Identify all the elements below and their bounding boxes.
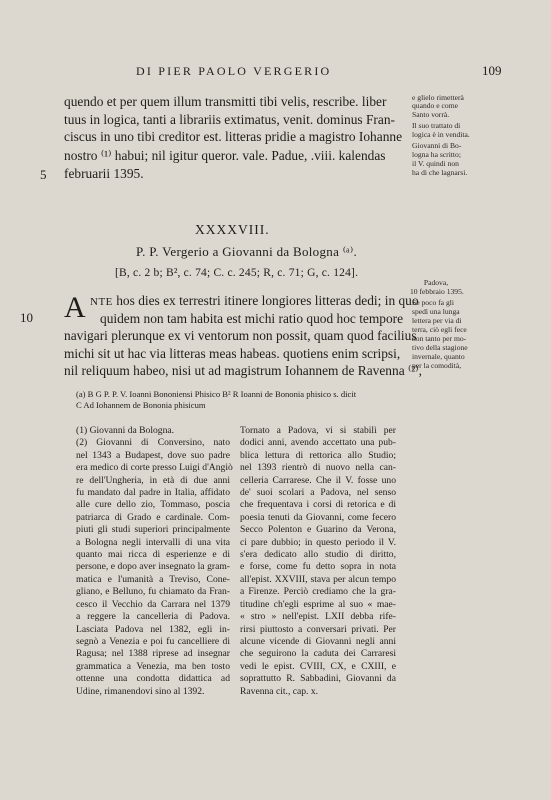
footnote-line: ci pare dubbio; in questo periodo il V. [240,536,396,548]
side-note-line: tivo della stagione [412,343,468,352]
footnote-line: cesco il Vecchio da Carrara nel 1379 [76,598,230,610]
side-note-line: Se poco fa gli [412,298,454,307]
text-line [90,293,419,310]
side-note-line: logna ha scritto; [412,150,461,159]
side-note-line: Giovanni di Bo- [412,141,462,150]
footnote-line: piuti gli studi superiori principalmente [76,524,230,536]
footnote-line: a reggere la cancelleria di Padova. [76,611,230,623]
text-line: februarii 1395. [64,166,144,181]
side-note-line: ha di che lagnarsi. [412,168,468,177]
side-note-line: non tanto per mo- [412,334,467,343]
apparatus-line: C Ad Iohannem de Bononia phisicum [76,400,206,410]
apparatus-line: (a) B G P. P. V. Ioanni Bononiensi Phisico B² R Ioanni de Bononia phisico s. dicit [76,389,357,399]
side-note-line: invernale, quanto [412,352,465,361]
footnotes-left-column [76,425,233,698]
footnote-line: matica e l'umanità a Treviso, Cone- [76,573,230,585]
footnote-line: che seguirono la caduta dei Carraresi [240,648,396,660]
side-note-line: spedì una lunga [412,307,460,316]
footnote-line: ottenne una condotta didattica ad [76,673,230,685]
text-line: ciscus in uno tibi creditor est. litteras pridie a magistro Iohanne [64,129,403,144]
footnote-line: e forse, come fu detto sopra in nota [240,561,396,573]
side-note-date: 10 febbraio 1395. [410,287,464,296]
footnote-line: Ragusa; nel 1388 riprese ad insegnar [76,648,230,660]
footnote-line: soprattutto R. Sabbadini, Giovanni da [240,673,396,685]
footnote-line: che frequentava i corsi di retorica e di [240,499,396,511]
footnotes-right-column [240,425,396,698]
side-note-line: terra, ciò egli fece [412,325,467,334]
manuscript-sigla: [B, c. 2 b; B², c. 74; C. c. 245; R, c. 71; G, c. 124]. [115,267,359,279]
footnote-line: (2) Giovanni di Conversino, nato [76,437,230,449]
footnote-line: a Firenze. Perciò crediamo che la gra- [240,586,396,598]
text-line: quidem non tam habita est michi ratio quod hoc tempore [100,311,404,326]
text-line: tuus in logica, tanti a librariis extimatus, venit. dominus Fran- [64,112,395,127]
footnote-line: s'era dedicato allo studio di diritto, [240,549,396,561]
footnote-line: gliano, e Belluno, fu chiamato da Fran- [76,586,230,598]
footnote-line: alcune vicende di Giovanni negli anni [240,635,396,647]
footnote-line: fu mandato dal padre in Italia, affidato [76,487,230,499]
footnote-line: Secco Polenton e Guarino da Verona, [240,524,396,536]
footnote-line: Ravenna cit., cap. x. [240,685,319,697]
footnote-line: era medico di corte presso Luigi d'Angiò [76,462,233,474]
footnote-line: alle cure dello zio, Tommaso, poscia [76,499,230,511]
text-line-rest: hos dies ex terrestri itinere longiores litteras dedi; in quo [112,293,419,308]
side-note-place: Padova, [423,278,449,287]
footnote-line: nel 1343 a Budapest, dove suo padre [76,449,230,461]
footnote-line: dodici anni, avendo accettato una pub- [240,437,396,449]
footnote-line: persone, e dopo aver insegnato la gram- [76,561,230,573]
drop-cap: A [64,291,86,324]
side-note-line: il V. quindi non [412,159,459,168]
footnote-line: « stro » nell'epist. LXII debba rife- [240,611,396,623]
side-note-line: e glielo rimetterà [412,93,464,102]
side-note-line: logica è in vendita. [412,130,470,139]
text-line: navigari plerunque ex vi ventorum non possit, quam quod facilius [64,328,417,343]
footnote-line: a Bologna negli intervalli di una vita [76,536,230,548]
footnote-line: de' suoi scolari a Padova, nel senso [240,487,396,499]
footnote-line: (1) Giovanni da Bologna. [76,425,175,436]
footnote-line: blica lettura di rettorica allo Studio; [240,449,396,461]
footnote-line: Udine, rimanendovi sino al 1392. [76,685,205,697]
footnote-line: rirsi piuttosto a conversari privati. Per [240,623,396,635]
side-note-line: quando e come [412,101,458,110]
text-line: michi sit ut hac via litteras meas habeas. quotiens enim scripsi, [64,346,401,361]
text-line: quendo et per quem illum transmitti tibi velis, rescribe. liber [64,94,387,109]
footnote-line: quanto mai ricca di esperienze e di [76,549,230,561]
small-caps-word: NTE [90,296,113,308]
line-number: 5 [40,167,47,182]
text-line: nostro ⁽¹⁾ habui; nil igitur queror. vale. Padue, .viii. kalendas [64,148,386,163]
footnote-line: Lasciata Padova nel 1382, egli in- [76,623,230,635]
footnote-line: titudine ch'egli esprime al suo « mae- [240,598,396,610]
text-line: nil reliquum habeo, nisi ut ad magistrum Iohannem de Ravenna ⁽²⁾, [64,363,422,378]
footnote-line: grammatica a Venezia, ma ben tosto [76,660,230,672]
footnote-line: all'epist. XXVIII, stava per alcun tempo [240,573,396,585]
page-number: 109 [482,63,502,78]
footnote-line: vedi le epist. CVIII, CX, e CXIII, e [240,660,396,672]
letter-number: XXXXVIII. [195,222,270,237]
running-title: DI PIER PAOLO VERGERIO [136,64,332,78]
footnote-line: Tornato a Padova, vi si stabilì per [240,425,396,436]
side-note-line: Santo vorrà. [412,110,450,119]
side-note-line: Il suo trattato di [412,121,461,130]
side-note-line: lettera per via di [412,316,462,325]
footnote-line: patriarca di Grado e cardinale. Com- [76,511,230,523]
footnote-line: poesia tenuti da Giovanni, come fecero [240,511,396,523]
footnote-line: nel 1393 rientrò di nuovo nella can- [240,462,396,474]
footnote-line: segnò a Venezia e poi fu cancelliere di [76,635,230,647]
side-note-line: per la comodità, [412,361,462,370]
letter-heading: P. P. Vergerio a Giovanni da Bologna ⁽ᵃ⁾. [136,244,358,259]
line-number: 10 [20,310,33,325]
footnote-line: celleria Carrarese. Che il V. fosse uno [240,474,396,486]
footnote-line: re dell'Ungheria, in età di due anni [76,474,230,486]
